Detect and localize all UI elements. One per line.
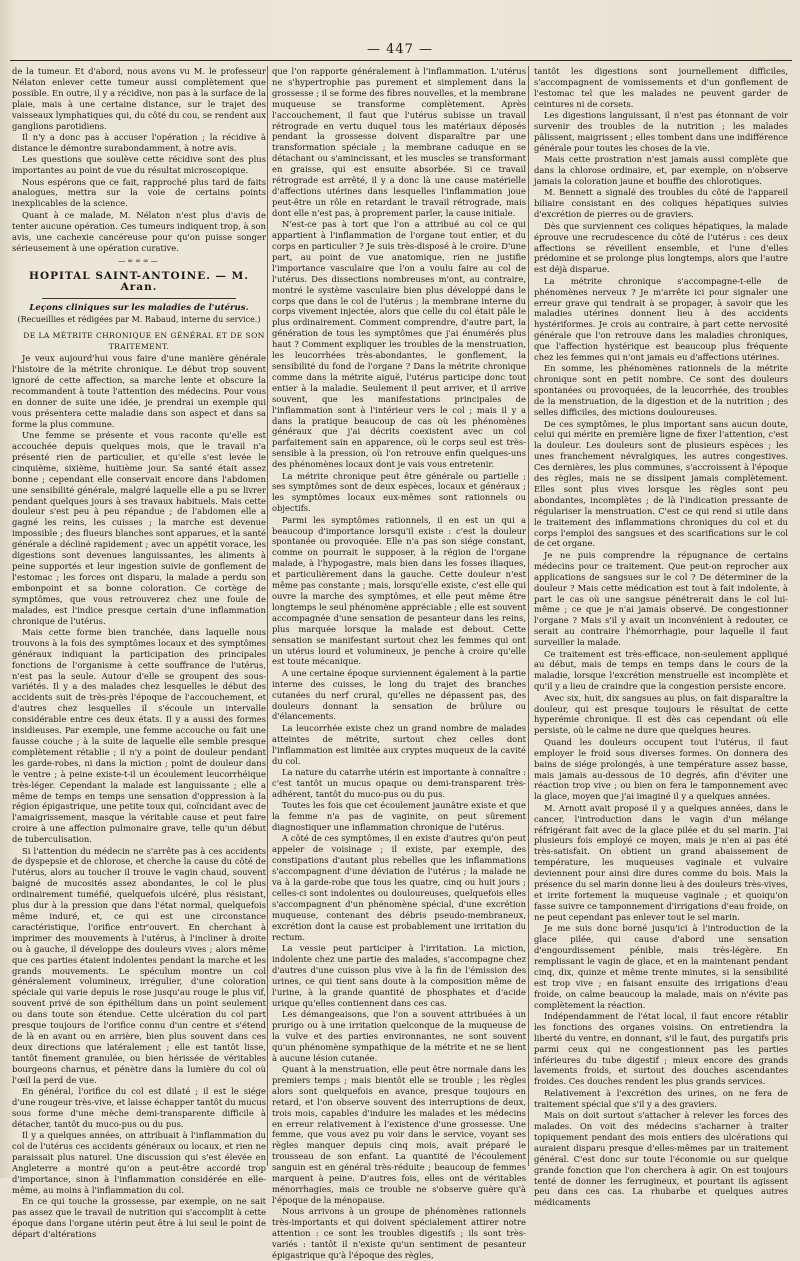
- paragraph: Une femme se présente et vous raconte qu'elle est accouchée depuis quelques mois, que le travail n'a présenté rien de particulier, et qu'elle s'est levée le cinquième, sixième, huitième jour. Sa santé était assez bonne ; cependant elle conservait encore dans l'abdomen une sensibilité générale, malgré laquelle elle a pu se livrer pendant quelques jours à ses travaux habituels. Mais cette douleur s'est peu à peu répandue ; de l'abdomen elle a gagné les reins, les cuisses ; la marche est devenue impossible ; des flueurs blanches sont apparues, et la santé générale a décliné rapidement ; avec un appétit vorace, les digestions sont devenues languissantes, les aliments à peine supportés et leur ingestion suivie de gonflement de l'estomac ; les forces ont disparu, la malade a perdu son embonpoint et sa bonne coloration. Ce cortège de symptômes, que vous retrouverez chez une foule de malades, est l'indice presque certain d'une inflammation chronique de l'utérus.: [12, 430, 266, 626]
- paragraph: Je me suis donc borné jusqu'ici à l'introduction de la glace pilée, qui cause d'abord une sensation d'engourdissement pénible, mais très-légère. En remplissant le vagin de glace, et en la maintenant pendant cinq, dix, quinze et même trente minutes, si la sensibilité est trop vive ; en faisant ensuite des irrigations d'eau froide, on calme beaucoup la malade, mais on n'évite pas complètement la réaction.: [534, 923, 788, 1010]
- lecture-credit: (Recueillies et rédigées par M. Rabaud, interne du service.): [17, 315, 261, 325]
- paragraph: Je ne puis comprendre la répugnance de certains médecins pour ce traitement. Que peut-on reprocher aux applications de sangsues sur le col ? De déterminer de la douleur ? Mais cette médication est tout à fait indolente, à part le cas où une sangsue pénétrerait dans le col lui-même ; ce que je n'ai jamais observé. De congestionner l'organe ? Mais s'il y avait un inconvénient à redouter, ce serait au contraire l'hémorrhagie, pour laquelle il faut surveiller la malade.: [534, 549, 788, 648]
- column-3: [534, 66, 788, 1208]
- paragraph: La vessie peut participer à l'irritation. La miction, indolente chez une partie des malades, s'accompagne chez d'autres d'une cuisson plus vive à la fin de l'émission des urines, ce qui tient sans doute à la composition même de l'urine, à la grande quantité de phosphates et d'acide urique qu'elles contiennent dans ces cas.: [272, 943, 526, 1008]
- paragraph: La nature du catarrhe utérin est importante à connaître : c'est tantôt un mucus opaque ou demi-transparent très-adhérent, tantôt du muco-pus ou du pus.: [272, 767, 526, 799]
- paragraph: Toutes les fois que cet écoulement jaunâtre existe et que la femme n'a pas de vaginite, on peut sûrement diagnostiquer une inflammation chronique de l'utérus.: [272, 800, 526, 833]
- paragraph: Quand les douleurs occupent tout l'utérus, il faut employer le froid sous diverses formes. On donnera des bains de siége prolongés, à une température assez basse, mais jamais au-dessous de 10 degrés, afin d'éviter une réaction trop vive ; ou bien on fera le tamponnement avec la glace, moyen que j'ai imaginé il y a quelques années.: [534, 736, 788, 802]
- paragraph: Les digestions languissant, il n'est pas étonnant de voir survenir des troubles de la nutrition ; les malades pâlissent, maigrissent ; elles tombent dans une indifférence générale pour toutes les choses de la vie.: [534, 110, 788, 153]
- paragraph: La métrite chronique s'accompagne-t-elle de phénomènes nerveux ? Je m'arrête ici pour signaler une erreur grave qui tendrait à se propager, à savoir que les maladies utérines donnent lieu à des accidents hystériformes. Je crois au contraire, à part cette nervosité générale que l'on retrouve dans les maladies chroniques, que l'affection hystérique est beaucoup plus fréquente chez les femmes qui n'ont jamais eu d'affections utérines.: [534, 275, 788, 363]
- paragraph: La leucorrhée existe chez un grand nombre de malades atteintes de métrite, surtout chez celles dont l'inflammation est limitée aux cryptes muqueux de la cavité du col.: [272, 722, 526, 766]
- paragraph: de la tumeur. Et d'abord, nous avons vu M. le professeur Nélaton enlever cette tumeur aussi complètement que possible. En outre, il y a récidive, non pas à la surface de la plaie, mais à une certaine distance, sur le trajet des vaisseaux lymphatiques qui, du côté du cou, se rendent aux ganglions parotidiens.: [12, 66, 266, 131]
- paragraph: En somme, les phénomènes rationnels de la métrite chronique sont en petit nombre. Ce sont des douleurs spontanées ou provoquées, de la leucorrhée, des troubles de la menstruation, de la digestion et de la nutrition ; des selles difficiles, des mictions douloureuses.: [534, 363, 788, 418]
- paragraph: Dès que surviennent ces coliques hépatiques, la malade éprouve une recrudescence du côté de l'utérus : ces deux affections se réveillent ensemble, et l'une d'elles prédomine et se prolonge plus longtemps, alors que l'autre est déjà disparue.: [534, 220, 788, 275]
- paragraph: En ce qui touche la grossesse, par exemple, on ne sait pas assez que le travail de nutrition qui s'accomplit à cette époque dans l'organe utérin peut être à lui seul le point de départ d'altérations: [12, 1196, 266, 1239]
- paragraph: N'est-ce pas à tort que l'on a attribué au col ce qui appartient à l'inflammation de l'organe tout entier, et du corps en particulier ? Je suis très-disposé à le croire. D'une part, au point de vue anatomique, rien ne justifie l'importance vasculaire que l'on a voulu faire au col de l'utérus. Des dissections nombreuses m'ont, au contraire, montré le système vasculaire bien plus développé dans le corps que dans le col de l'utérus ; la membrane interne du corps vivement injectée, alors que celle du col était pâle le plus ordinairement. Comment comprendre, d'autre part, la génération de tous les symptômes que j'ai énumérés plus haut ? Comment expliquer les troubles de la menstruation, les leucorrhées très-abondantes, le gonflement, la sensibilité du fond de l'organe ? Dans la métrite chronique comme dans la métrite aiguë, l'utérus participe donc tout entier à la maladie. Seulement il peut arriver, et il arrive souvent, que les manifestations principales de l'inflammation sont à l'intérieur vers le col ; mais il y a dans la pratique beaucoup de cas où les phénomènes généraux que j'ai décrits coexistent avec un col parfaitement sain en apparence, où le corps seul est très-sensible à la pression, où l'on retrouve enfin quelques-uns des phénomènes locaux dont je vais vous entretenir.: [272, 219, 526, 470]
- paragraph: Je veux aujourd'hui vous faire d'une manière générale l'histoire de la métrite chronique. Le début trop souvent ignoré de cette affection, sa marche lente et obscure la recommandent à toute l'attention des médecins. Pour vous en donner de suite une idée, je prendrai un exemple qui vous présentera cette maladie dans son aspect et dans sa forme la plus commune.: [12, 353, 266, 429]
- page-number: — 447 —: [366, 42, 434, 57]
- paragraph: De ces symptômes, le plus important sans aucun doute, celui qui mérite en première ligne de fixer l'attention, c'est la douleur. Les douleurs sont de plusieurs espèces ; les unes franchement névralgiques, les autres congestives. Ces dernières, les plus communes, s'accroissent à l'époque des règles, mais ne se dissipent jamais complètement. Elles sont plus vives lorsque les règles sont peu abondantes, incomplètes ; de là l'indication pressante de régulariser la menstruation. C'est ce qui rend si utile dans le traitement des inflammations chroniques du col et du corps l'emploi des sangsues et des scarifications sur le col de cet organe.: [534, 418, 788, 549]
- paragraph: Ce traitement est très-efficace, non-seulement appliqué au début, mais de temps en temps dans le cours de la maladie, lorsque l'excrétion menstruelle est incomplète et qu'il y a lieu de craindre que la congestion persiste encore.: [534, 648, 788, 692]
- paragraph: Si l'attention du médecin ne s'arrête pas à ces accidents de dyspepsie et de chlorose, et cherche la cause du côté de l'utérus, alors au toucher il trouve le vagin chaud, souvent baigné de mucosités assez abondantes, le col le plus ordinairement tuméfié, quelquefois ulcéré, plus résistant, plus dur à la pression que dans l'état normal, quelquefois même induré, et, ce qui est une circonstance caractéristique, l'orifice entr'ouvert. En cherchant à imprimer des mouvements à l'utérus, à l'incliner à droite ou à gauche, il développe des douleurs vives ; alors même que ces parties étaient indolentes pendant la marche et les grands mouvements. Le spéculum montre un col généralement volumineux, irrégulier, d'une coloration spéciale qui varie depuis le rose jusqu'au rouge le plus vif, souvent privé de son épithélium dans un point seulement ou dans toute son étendue. Cette ulcération du col part presque toujours de l'orifice connu d'un centre et s'étend de là en avant ou en arrière, bien plus souvent dans ces deux directions que latéralement ; elle est tantôt lisse, tantôt finement granulée, ou bien hérissée de véritables bourgeons charnus, et pénètre dans la lumière du col où l'œil la perd de vue.: [12, 845, 266, 1085]
- column-separator: [528, 66, 529, 1166]
- column-2: [272, 66, 526, 1260]
- heading-rule: [42, 298, 236, 299]
- paragraph: Quant à ce malade, M. Nélaton n'est plus d'avis de tenter aucune opération. Ces tumeurs indiquent trop, à son avis, une cachexie cancéreuse pour qu'on puisse songer sérieusement à une opération curative.: [12, 209, 266, 253]
- paragraph: tantôt les digestions sont journellement difficiles, s'accompagnent de vomissements et d'un gonflement de l'estomac tel que les malades ne peuvent garder de ceintures ni de corsets.: [534, 66, 788, 109]
- paragraph: M. Bennett a signalé des troubles du côté de l'appareil biliaire consistant en des coliques hépatiques suivies d'excrétion de pierres ou de graviers.: [534, 187, 788, 220]
- section-title: DE LA MÉTRITE CHRONIQUE EN GÉNÉRAL ET DE SON TRAITEMENT.: [23, 330, 265, 351]
- paragraph: A côté de ces symptômes, il en existe d'autres qu'on peut appeler de voisinage ; il existe, par exemple, des constipations d'autant plus rebelles que les inflammations s'accompagnent d'une déviation de l'utérus ; la malade ne va à la garde-robe que tous les quatre, cinq ou huit jours ; celles-ci sont indolentes ou douloureuses, quelquefois elles s'accompagnent d'un phénomène spécial, d'une excrétion muqueuse, contenant des débris pseudo-membraneux, excrétion dont la cause est probablement une irritation du rectum.: [272, 833, 526, 942]
- paragraph: Avec six, huit, dix sangsues au plus, on fait disparaître la douleur, qui est presque toujours le résultat de cette hyperémie chronique. Il est dès cas cependant où elle persiste, où le calme ne dure que quelques heures.: [534, 692, 788, 736]
- column-1: [12, 66, 267, 1239]
- paragraph: Relativement à l'excrétion des urines, on ne fera de traitement spécial que s'il y a des graviers.: [534, 1087, 788, 1109]
- paragraph: La métrite chronique peut être générale ou partielle ; ses symptômes sont de deux espèces, locaux et généraux ; les symptômes locaux eux-mêmes sont rationnels ou objectifs.: [272, 470, 526, 514]
- paragraph: Mais cette forme bien tranchée, dans laquelle nous trouvons à la fois des symptômes locaux et des symptômes généraux indiquant la participation des principales fonctions de l'organisme à cette souffrance de l'utérus, n'est pas la seule. Autour d'elle se groupent des sous-variétés. Il y a des malades chez lesquelles le début des accidents suit de très-près l'époque de l'accouchement, et d'autres chez lesquelles il s'écoule un intervalle considérable entre ces deux états. Il y a aussi des formes insidieuses. Par exemple, une femme accouche ou fait une fausse couche ; à la suite de laquelle elle semble presque complètement rétablie ; il n'y a point de douleur pendant les garde-robes, ni dans la miction ; point de douleur dans le ventre ; à peine existe-t-il un écoulement leucorrhéique très-léger. Cependant la malade est languissante ; elle a même de temps en temps une sensation d'oppression à la région épigastrique, une petite toux qui, coïncidant avec de l'amaigrissement, masque la véritable cause et peut faire croire à une affection pulmonaire grave, telle qu'un début de tuberculisation.: [12, 626, 266, 845]
- column-separator: [267, 66, 268, 1166]
- paragraph: Mais cette prostration n'est jamais aussi complète que dans la chlorose ordinaire, et, par exemple, on n'observe jamais la coloration jaune et bouffie des chlorotiques.: [534, 154, 788, 187]
- paragraph: A une certaine époque surviennent également à la partie interne des cuisses, le long du trajet des branches cutanées du nerf crural, qu'elles ne dépassent pas, des douleurs donnant la sensation de brûlure ou d'élancements.: [272, 667, 526, 722]
- paragraph: Les démangeaisons, que l'on a souvent attribuées à un prurigo ou à une irritation quelconque de la muqueuse de la vulve et des parties environnantes, ne sont souvent qu'un phénomène sympathique de la métrite et ne se lient à aucune lésion cutanée.: [272, 1008, 526, 1063]
- paragraph: Quant à la menstruation, elle peut être normale dans les premiers temps ; mais bientôt elle se trouble ; les règles alors sont quelquefois en avance, presque toujours en retard, et l'on observe souvent des interruptions de deux, trois mois, capables d'induire les malades et les médecins en erreur relativement à l'existence d'une grossesse. Une femme, que vous avez pu voir dans le service, voyant ses règles manquer depuis cinq mois, avait préparé le trousseau de son enfant. La quantité de l'écoulement sanguin est en général très-réduite ; beaucoup de femmes marquent à peine. D'autres fois, elles ont de véritables ménorrhagies, mais ce trouble ne s'observe guère qu'à l'époque de la ménopause.: [272, 1063, 526, 1205]
- header-rule: [10, 60, 792, 61]
- paragraph: Indépendamment de l'état local, il faut encore rétablir les fonctions des organes voisins. On entretiendra la liberté du ventre, en donnant, s'il le faut, des purgatifs pris parmi ceux qui ne congestionnent pas les parties inférieures du tube digestif ; mieux encore des grands lavements froids, et surtout des douches ascendantes froides. Ces douches rendent les plus grands services.: [534, 1010, 788, 1087]
- paragraph: Il y a quelques années, on attribuait à l'inflammation du col de l'utérus ces accidents généraux ou locaux, et rien ne paraissait plus naturel. Une discussion qui s'est élevée en Angleterre a montré qu'on a peut-être accordé trop d'importance, sinon à l'inflammation considérée en elle-même, au moins à l'inflammation du col.: [12, 1130, 266, 1195]
- paragraph: que l'on rapporte généralement à l'inflammation. L'utérus ne s'hypertrophie pas purement et simplement dans la grossesse ; il se forme des fibres nouvelles, et la membrane muqueuse se transforme complètement. Après l'accouchement, il faut que l'utérus subisse un travail rétrograde en vertu duquel tous les matériaux déposés pendant la grossesse doivent disparaître par une transformation spéciale ; la membrane caduque en se détachant ou s'amincissant, et les muscles se transformant en graisse, qui est ensuite absorbée. Si ce travail rétrograde est arrêté, il y a donc là une cause matérielle d'affections utérines dans lesquelles l'inflammation joue peut-être un rôle en retardant le travail rétrograde, mais dont elle n'est pas, à proprement parler, la cause initiale.: [272, 66, 526, 218]
- paragraph: Parmi les symptômes rationnels, il en est un qui a beaucoup d'importance lorsqu'il existe : c'est la douleur spontanée ou provoquée. Elle n'a pas son siége constant, comme on pourrait le supposer, à la région de l'organe malade, à l'hypogastre, mais bien dans les fosses iliaques, et particulièrement dans la gauche. Cette douleur n'est même pas constante ; mais, lorsqu'elle existe, c'est elle qui ouvre la marche des symptômes, et elle peut même être longtemps le seul phénomène appréciable ; elle est souvent accompagnée d'une sensation de pesanteur dans les reins, plus marquée lorsque la malade est debout. Cette sensation se manifestant surtout chez les femmes qui ont un utérus lourd et volumineux, je penche à croire qu'elle est toute mécanique.: [272, 514, 526, 667]
- paragraph: Il n'y a donc pas à accuser l'opération ; la récidive à distance le démontre surabondamment, à notre avis.: [12, 131, 266, 153]
- ornament-divider: —∞∞∞—: [118, 257, 160, 266]
- paragraph: Mais on doit surtout s'attacher à relever les forces des malades. On voit des médecins s'acharner à traiter topiquement pendant des mois entiers des ulcérations qui auraient disparu presque d'elles-mêmes par un traitement général. C'est donc sur toute l'économie ou sur quelque grande fonction que l'on cherchera à agir. On est toujours tenté de donner les ferrugineux, et pourtant ils agissent peu dans ces cas. La rhubarbe et quelques autres médicaments: [534, 1110, 788, 1208]
- paragraph: Nous espérons que ce fait, rapproché plus tard de faits analogues, mettra sur la voie de certains points inexplicables de la science.: [12, 176, 266, 209]
- paragraph: M. Arnott avait proposé il y a quelques années, dans le cancer, l'introduction dans le vagin d'un mélange réfrigérant fait avec de la glace pilée et du sel marin. J'ai plusieurs fois employé ce moyen, mais je n'en ai pas été très-satisfait. On obtient un grand abaissement de température, les muqueuses vaginale et vulvaire deviennent pour ainsi dire dures comme du bois. Mais la présence du sel marin donne lieu à des douleurs très-vives, et irrite fortement la muqueuse vaginale ; et quoiqu'on fasse suivre ce tamponnement d'irrigations d'eau froide, on ne peut cependant pas enlever tout le sel marin.: [534, 802, 788, 922]
- paragraph: Nous arrivons à un groupe de phénomènes rationnels très-importants et qui doivent spécialement attirer notre attention : ce sont les troubles digestifs ; ils sont très-variés : tantôt il n'existe qu'un sentiment de pesanteur épigastrique qu'à l'époque des règles,: [272, 1206, 526, 1260]
- paragraph: En général, l'orifice du col est dilaté ; il est le siége d'une rougeur très-vive, et laisse échapper tantôt du mucus sous forme d'une mèche demi-transparente difficile à détacher, tantôt du muco-pus ou du pus.: [12, 1085, 267, 1129]
- lecture-title: Leçons cliniques sur les maladies de l'utérus.: [29, 303, 249, 314]
- hospital-heading: HOPITAL SAINT-ANTOINE. — M. Aran.: [29, 270, 249, 294]
- paragraph: Les questions que soulève cette récidive sont des plus importantes au point de vue du résultat microscopique.: [12, 154, 266, 176]
